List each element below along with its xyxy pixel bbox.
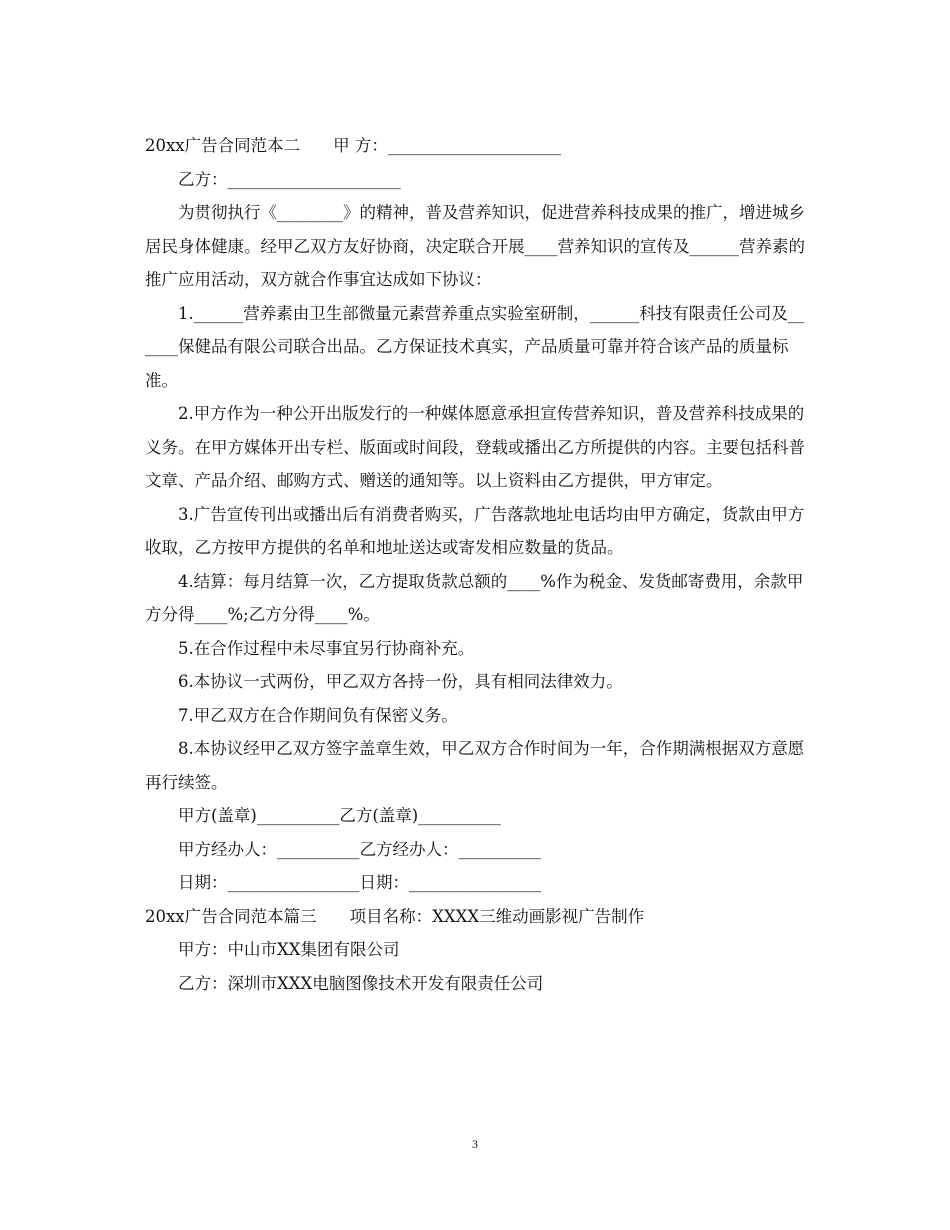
document-body [145, 129, 805, 1000]
clause-7: 7.甲乙双方在合作期间负有保密义务。 [178, 705, 458, 725]
party-a-company: 甲方：中山市XX集团有限公司 [178, 940, 400, 959]
preamble-paragraph: 为贯彻执行《________》的精神，普及营养知识，促进营养科技成果的推广，增进城乡居民身体健康。经甲乙双方友好协商，决定联合开展____营养知识的宣传及______营养素的推广应用活动，双方就合作事宜达成如下协议： [145, 203, 805, 289]
contract-title-2: 20xx广告合同范本二 甲 方：_____________________ [145, 136, 562, 155]
seal-line: 甲方(盖章)__________乙方(盖章)__________ [178, 806, 501, 825]
clause-3: 3.广告宣传刊出或播出后有消费者购买，广告落款地址电话均由甲方确定，货款由甲方收取，乙方按甲方提供的名单和地址送达或寄发相应数量的货品。 [145, 504, 805, 557]
clause-5: 5.在合作过程中未尽事宜另行协商补充。 [178, 638, 475, 658]
party-b-line: 乙方：_____________________ [178, 169, 401, 189]
page-number: 3 [472, 1137, 478, 1151]
handler-line: 甲方经办人：__________乙方经办人：__________ [178, 839, 541, 859]
contract-title-3: 20xx广告合同范本篇三 项目名称：XXXX三维动画影视广告制作 [145, 906, 645, 926]
date-line: 日期：________________日期：________________ [178, 873, 541, 892]
clause-1: 1.______营养素由卫生部微量元素营养重点实验室研制，______科技有限责任公司及______保健品有限公司联合出品。乙方保证技术真实，产品质量可靠并符合该产品的质量标准。 [145, 303, 805, 390]
clause-2: 2.甲方作为一种公开出版发行的一种媒体愿意承担宣传营养知识，普及营养科技成果的义务。在甲方媒体开出专栏、版面或时间段，登载或播出乙方所提供的内容。主要包括科普文章、产品介绍、邮购方式、赠送的通知等。以上资料由乙方提供，甲方审定。 [145, 404, 805, 490]
party-b-company: 乙方：深圳市XXX电脑图像技术开发有限责任公司 [178, 973, 544, 993]
clause-8: 8.本协议经甲乙双方签字盖章生效，甲乙双方合作时间为一年，合作期满根据双方意愿再行续签。 [145, 739, 805, 792]
clause-4: 4.结算：每月结算一次，乙方提取货款总额的____%作为税金、发货邮寄费用，余款甲方分得____%;乙方分得____%。 [145, 571, 804, 624]
clause-6: 6.本协议一式两份，甲乙双方各持一份，具有相同法律效力。 [178, 672, 623, 691]
